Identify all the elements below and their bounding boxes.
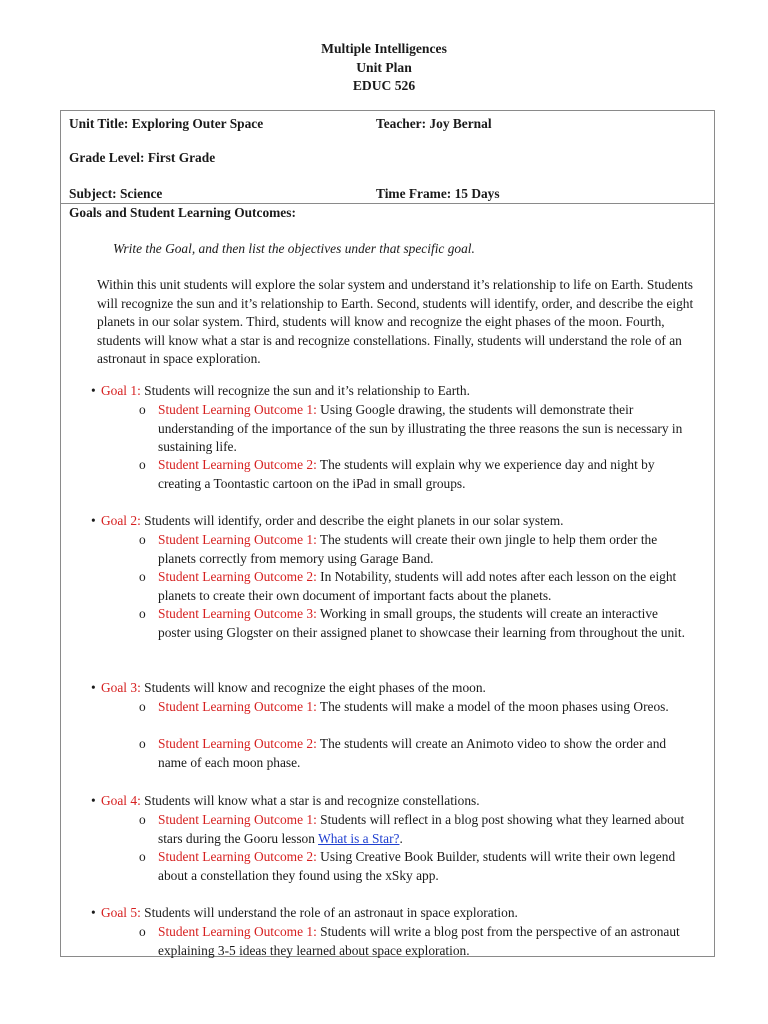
outcome-label: Student Learning Outcome 2:: [158, 457, 317, 472]
goal-3: [91, 679, 486, 698]
outcome-label: Student Learning Outcome 3:: [158, 606, 317, 621]
goal-label: Goal 4:: [101, 793, 141, 808]
subject: Subject: Science: [69, 186, 163, 201]
outcome-text-end: .: [399, 830, 403, 846]
outcome-bullet: o: [139, 736, 146, 751]
goal-bullet: •: [91, 793, 96, 808]
goals-section-title: Goals and Student Learning Outcomes:: [69, 205, 296, 220]
outcome-text: The students will explain why we experience day and night by creating a Toontastic cartoon on the iPad in small groups.: [158, 457, 655, 491]
goal-bullet: •: [91, 905, 96, 920]
outcome-bullet: o: [139, 532, 146, 547]
unit-info-row: [61, 111, 714, 204]
goal-4: [91, 792, 480, 811]
outcome-text: Working in small groups, the students will create an interactive poster using Glogster on their assigned planet to showcase their learning from throughout the unit.: [158, 606, 685, 640]
outcome-bullet: o: [139, 402, 146, 417]
unit-intro-paragraph: Within this unit students will explore the solar system and understand it’s relationship to life on Earth. Students will recognize the sun and it’s relationship to Earth. Second, students will identify, order, and describe the eight planets in our solar system. Third, students will know and recognize the eight phases of the moon. Fourth, students will know what a star is and recognize constellations. Finally, students will understand the role of an astronaut in space exploration.: [97, 277, 694, 366]
goal-5: [91, 904, 518, 923]
time-frame: Time Frame: 15 Days: [376, 186, 500, 201]
outcome-bullet: o: [139, 699, 146, 714]
goals-instruction: Write the Goal, and then list the objectives under that specific goal.: [113, 241, 475, 256]
outcome-text: In Notability, students will add notes after each lesson on the eight planets to create their own document of important facts about the planets.: [158, 569, 677, 603]
goal-text: Students will understand the role of an astronaut in space exploration.: [140, 905, 518, 920]
header-subtitle: Unit Plan: [356, 59, 412, 75]
goal-text: Students will recognize the sun and it’s relationship to Earth.: [140, 383, 470, 398]
outcome-text: The students will make a model of the moon phases using Oreos.: [316, 699, 669, 714]
outcome-label: Student Learning Outcome 2:: [158, 736, 317, 751]
outcome-label: Student Learning Outcome 2:: [158, 569, 317, 584]
goal-label: Goal 5:: [101, 905, 141, 920]
outcome-label: Student Learning Outcome 1:: [158, 924, 317, 939]
outcome-bullet: o: [139, 457, 146, 472]
outcome-label: Student Learning Outcome 1:: [158, 812, 317, 827]
outcome-label: Student Learning Outcome 1:: [158, 699, 317, 714]
goal-2: [91, 512, 564, 531]
outcome-text: Students will reflect in a blog post showing what they learned about stars during the Gooru lesson: [158, 812, 685, 846]
goal-bullet: •: [91, 680, 96, 695]
outcome-bullet: o: [139, 569, 146, 584]
outcome-text: Students will write a blog post from the perspective of an astronaut explaining 3-5 ideas they learned about space exploration.: [158, 924, 680, 958]
what-is-a-star-link[interactable]: What is a Star?: [318, 830, 400, 846]
outcome-label: Student Learning Outcome 1:: [158, 402, 317, 417]
outcome-bullet: o: [139, 812, 146, 827]
teacher-name: Teacher: Joy Bernal: [376, 116, 492, 131]
outcome-bullet: o: [139, 606, 146, 621]
unit-title: Unit Title: Exploring Outer Space: [69, 116, 264, 131]
header-course: EDUC 526: [352, 78, 416, 94]
goal-bullet: •: [91, 383, 96, 398]
grade-level: Grade Level: First Grade: [69, 150, 216, 165]
goal-1: [91, 382, 470, 401]
unit-plan-table: [60, 110, 715, 957]
outcome-label: Student Learning Outcome 1:: [158, 532, 317, 547]
goal-text: Students will identify, order and describe the eight planets in our solar system.: [140, 513, 564, 528]
outcome-text: Using Google drawing, the students will demonstrate their understanding of the importance of the sun by illustrating the three reasons the sun is necessary in sustaining life.: [158, 402, 683, 454]
header-title: Multiple Intelligences: [321, 41, 447, 56]
goal-label: Goal 2:: [101, 513, 141, 528]
goal-text: Students will know and recognize the eight phases of the moon.: [140, 680, 486, 695]
goal-label: Goal 1:: [101, 383, 141, 398]
document-header: [0, 40, 768, 96]
outcome-bullet: o: [139, 924, 146, 939]
goal-bullet: •: [91, 513, 96, 528]
outcome-text: The students will create an Animoto video to show the order and name of each moon phase.: [158, 736, 667, 770]
goal-label: Goal 3:: [101, 680, 141, 695]
outcome-label: Student Learning Outcome 2:: [158, 849, 317, 864]
outcome-text: Using Creative Book Builder, students will write their own legend about a constellation they found using the xSky app.: [158, 849, 676, 883]
goal-text: Students will know what a star is and recognize constellations.: [140, 793, 480, 808]
outcome-text: The students will create their own jingle to help them order the planets correctly from memory using Garage Band.: [158, 532, 658, 566]
outcome-bullet: o: [139, 849, 146, 864]
